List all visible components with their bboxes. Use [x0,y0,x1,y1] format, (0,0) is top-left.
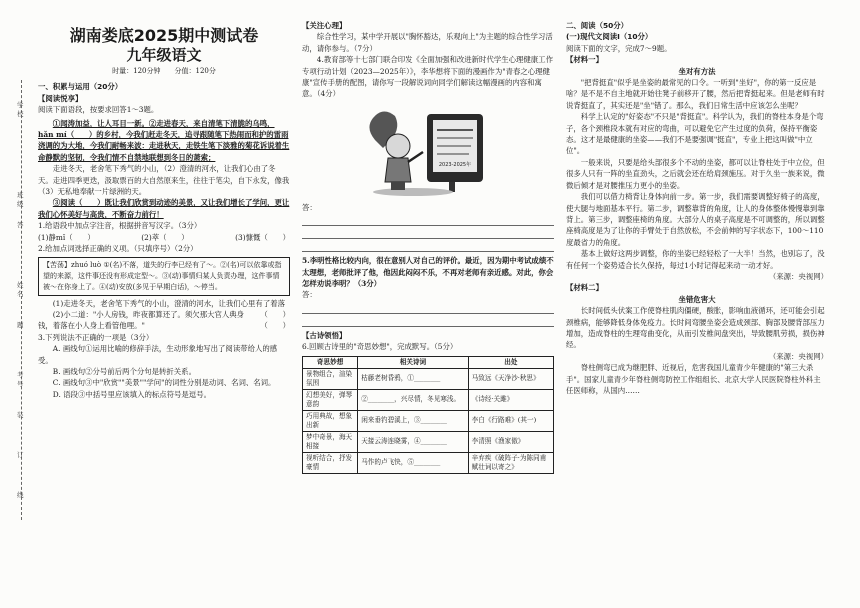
gutter-label: 线 [17,491,24,499]
table-cell: 巧用典故，想象出新 [303,410,358,431]
gutter-label: 答 [17,221,24,229]
table-cell: 《诗经·关雎》 [468,389,553,410]
article-paragraph: "把背挺直"似乎是坐姿的最常见的口令。一听到"坐好"，你的第一反应是啥？是不是不自主地就开始往凳子前移开了腰，然后把背挺起来。但是老师有时说背挺直了，其实还是"坐"错了。那么，我们日常生活中应该怎么坐呢？ [566,78,825,110]
subsection-label: 【阅读悦享】 [38,93,83,103]
reading-passage [38,118,290,221]
student-body [385,158,411,182]
question-6: 6.回顾古诗里的"奇思妙想"，完成默写。（5分） [302,342,458,352]
question-1: 1.给语段中加点字注音，根据拼音写汉字。（3分） [38,221,202,231]
activity-intro: 综合性学习，某中学开展以"胸怀豁达，乐观向上"为主题的综合性学习活动，请你参与。（7分） [302,32,553,53]
answer-label: 答： [302,290,317,300]
article-source: （来源：央视网） [768,351,828,361]
passage-paragraph: ③阅读（ ）既让我们欣赏到动迹的美景，又让我们增长了学问，更让我们心怀美好与高贵，不断奋力前行！ [38,198,290,219]
instruction: 阅读下面的文字，完成7～9题。 [566,43,672,53]
column-left [38,20,290,400]
fill-blank-cell[interactable]: 闲来垂钓碧溪上，③________ [358,410,468,431]
subsection-label: (一)现代文阅读Ⅰ（10分） [566,32,653,42]
section-heading: 一、积累与运用（20分） [38,82,123,92]
gutter-label: 题 [17,321,24,329]
student-arm [408,152,423,162]
table-row [303,410,554,431]
q1-item[interactable]: (2)萃（ ） [141,232,189,242]
table-cell: 景物组合，渲染氛围 [303,368,358,389]
table-cell: 辛弃疾《破阵子·为陈同甫赋壮词以寄之》 [468,452,553,473]
section-heading: 二、阅读（50分） [566,21,629,30]
gutter-label: 装 [17,411,24,419]
fill-blank-cell[interactable]: 马作的卢飞快，⑤________ [358,452,468,473]
gutter-label: 姓名 [17,281,24,298]
table-cell: 李清照《渔家傲》 [468,431,553,452]
question-5: 5.李明性格比较内向，很在意别人对自己的评价。最近，因为期中考试成绩不太理想，老师批评了他，他因此闷闷不乐，不再对老师有亲近感。对此，你会怎样劝说李明？（3分） [302,256,554,289]
table-cell: 视听结合，抒发豪情 [303,452,358,473]
article-title: 坐错危害大 [678,294,716,304]
subsection-label: 【古诗领悟】 [302,330,347,340]
exam-meta: 时量：120分钟 分值：120分 [112,67,216,75]
q3-option-d[interactable]: D. 语段③中括号里应该填入的标点符号是逗号。 [52,389,211,399]
answer-line[interactable] [302,302,554,314]
material-label: 【材料二】 [566,283,603,293]
table-cell: 李白《行路难》(其一) [468,410,553,431]
answer-line[interactable] [302,214,554,226]
answer-paren[interactable]: （ ） [260,321,290,331]
q3-option-a[interactable]: A. 画线句①运用比喻的修辞手法，生动形象地写出了阅读带给人的感受。 [38,344,278,365]
article-title: 坐对有方法 [678,66,716,76]
answer-line[interactable] [302,315,554,327]
article-paragraph: 基本上做好这两步调整，你的坐姿已经轻松了一大半！当然，也别忘了，没有任何一个姿势适合长久保持，每过1小时记得起来动一动才好。 [566,249,825,270]
q3-option-b[interactable]: B. 画线句②分号前后两个分句是转折关系。 [52,366,196,376]
table-row [303,389,554,410]
instruction: 阅读下面语段，按要求回答1～3题。 [38,105,159,115]
table-header: 相关诗词 [358,356,468,368]
fill-blank-cell[interactable]: 天接云涛连晓雾，④________ [358,431,468,452]
student-head [386,134,410,158]
article-paragraph: 我们可以借力椅背让身体向前一步。第一步，我们需要调整好椅子的高度，使大腿与地面基本平行。第二步，调整靠背的角度，让人的身体整体慢慢靠到靠背上。第三步，调整座椅的角度。大部分人的桌子高度是不可调整的，所以调整座椅高度是为了让你的手臂处于自然放松，不会前伸的写字状态下，100～110度最省力的角度。 [566,192,825,247]
answer-line[interactable] [302,240,554,252]
table-row [303,452,554,473]
passage-paragraph: ①闻涛加益，让人耳目一新。②走进春天，来自清笔下清脆的乌鸣，hǎn mí（ ）的乡村，今我们赶走冬天，追寻跟随笔下热闹而和护的雷雨浇调的为大地，今我们耐畅来波：走进秋天，走铁生笔下淡雅的菊花诉说着生命静默的坚韧，令我们情不自禁地联想到冬日的萧索； [38,118,290,162]
subsection-label: 【关注心理】 [302,21,347,30]
table-header: 奇思妙想 [303,356,358,368]
question-4: 4.教育部等十七部门联合印发《全面加强和改进新时代学生心理健康工作专项行动计划（2023—2025年）》，李华想将下面的漫画作为"青春之心理健康"宣传手册的配图，请你写一段解说词向同学们解读这幅漫画的内容和寓意。（4分） [302,55,553,99]
table-cell: 幻想美好，弹琴意韵 [303,389,358,410]
q2-sentence-a: (1)走进冬天，老舍笔下秀气的小山，澄清的河水，让我们心里有了着落 （ ） [52,298,290,319]
q2-sentence-b: (2)小二道："小人房钱，昨夜都算还了。须欠那大官人典身钱，着落在小人身上看管他哩。" （ ） [38,309,290,331]
poem-table [302,356,554,474]
article-source: （来源：央视网） [768,271,828,281]
question-2: 2.给加点词选择正确的义项。（只填序号）（2分） [38,244,198,254]
q3-option-c[interactable]: C. 画线句③中"欣赏""美景""学问"的词性分别是动词、名词、名词。 [52,378,276,388]
column-right [566,20,828,396]
passage-paragraph: 走进冬天，老舍笔下秀气的小山，（2）澄清的河水，让我们心由了冬天。走进四季更迭，汲取票百的大自然原来生，往往于笔尖，自下永发，像我（3）无私地奉献一片绿洲的天。 [38,164,290,197]
answer-label: 答： [302,202,317,212]
gutter-label: 班级 [17,191,24,208]
article-paragraph: 科学上认定的"好姿态"不只是"背挺直"。科学认为，我们的脊柱本身是个弯子，各个颈椎段本就有对应的弯曲，可以避免它产生过度的负荷，保持平衡姿态。这才是最健康的坐姿——我们不是要强调"挺直"，专业上把这叫做"中立位"。 [566,112,824,156]
dictionary-box: 【苦荡】zhuó luò ①(名)不落，道失的行李已经有了～。②(名)可以依靠或指望的来源，这件事还没有形成定型～。③(动)事情归某人负责办理，这件事情被～在你身上了。④(动)安放(多见于早期白话)，～停当。 [38,257,290,296]
fill-blank-cell[interactable]: ②________，兴尽情，冬见寒浅。 [358,389,468,410]
table-header-row [303,356,554,368]
board-text: 2023-2025年 [438,161,472,168]
table-row [303,431,554,452]
table-header: 出处 [468,356,553,368]
cartoon-illustration [353,106,503,198]
gutter-label: 学校 [17,101,24,118]
gutter-label: 订 [17,451,24,459]
answer-paren[interactable]: （ ） [260,309,290,319]
question-3: 3.下列说法不正确的一项是（3分） [38,332,154,342]
q1-item[interactable]: (3)慷慨（ ） [235,232,290,242]
exam-title: 湖南娄底2025期中测试卷 [69,26,259,45]
question-1-items [38,232,290,243]
answer-line[interactable] [302,227,554,239]
article-paragraph: 脊柱侧弯已成为继肥胖、近视后，危害我国儿童青少年健康的"第三大杀手"。国家儿童青少年脊柱侧弯防控工作组组长、北京大学人民医院脊柱外科主任医师称，从国内…… [566,363,821,395]
q1-item[interactable]: (1)静mǐ（ ） [38,232,95,242]
column-middle [302,20,554,474]
fill-blank-cell[interactable]: 枯藤老树昏鸦，①________ [358,368,468,389]
binding-gutter [14,80,28,520]
article-paragraph: 一般来说，只要是给头部很多个不动的坐姿，都可以让脊柱处于中立位，但很多人只有一阵的坐直劲头，之后就会还在给肩颈施压。对于久坐一族来说，微微后倾才是对腰推压力更小的坐姿。 [566,157,825,190]
article-paragraph: 长时间低头伏案工作使脊柱肌肉僵硬，酸胀，影响血液循环，还可能会引起颈椎病，能够降低身体免疫力。长时间弯腰坐姿会造成颈部、胸部及腰背部压力增加，造成脊柱的生理弯曲变化，从而引发椎间盘突出，导致腰肌劳损，损伤神经。 [566,306,825,350]
table-cell: 马致远《天净沙·秋思》 [468,368,553,389]
table-row [303,368,554,389]
exam-subject: 九年级语文 [126,46,202,64]
gutter-label: 考号 [17,371,24,388]
table-cell: 梦中奇景，海天相接 [303,431,358,452]
material-label: 【材料一】 [566,55,603,65]
